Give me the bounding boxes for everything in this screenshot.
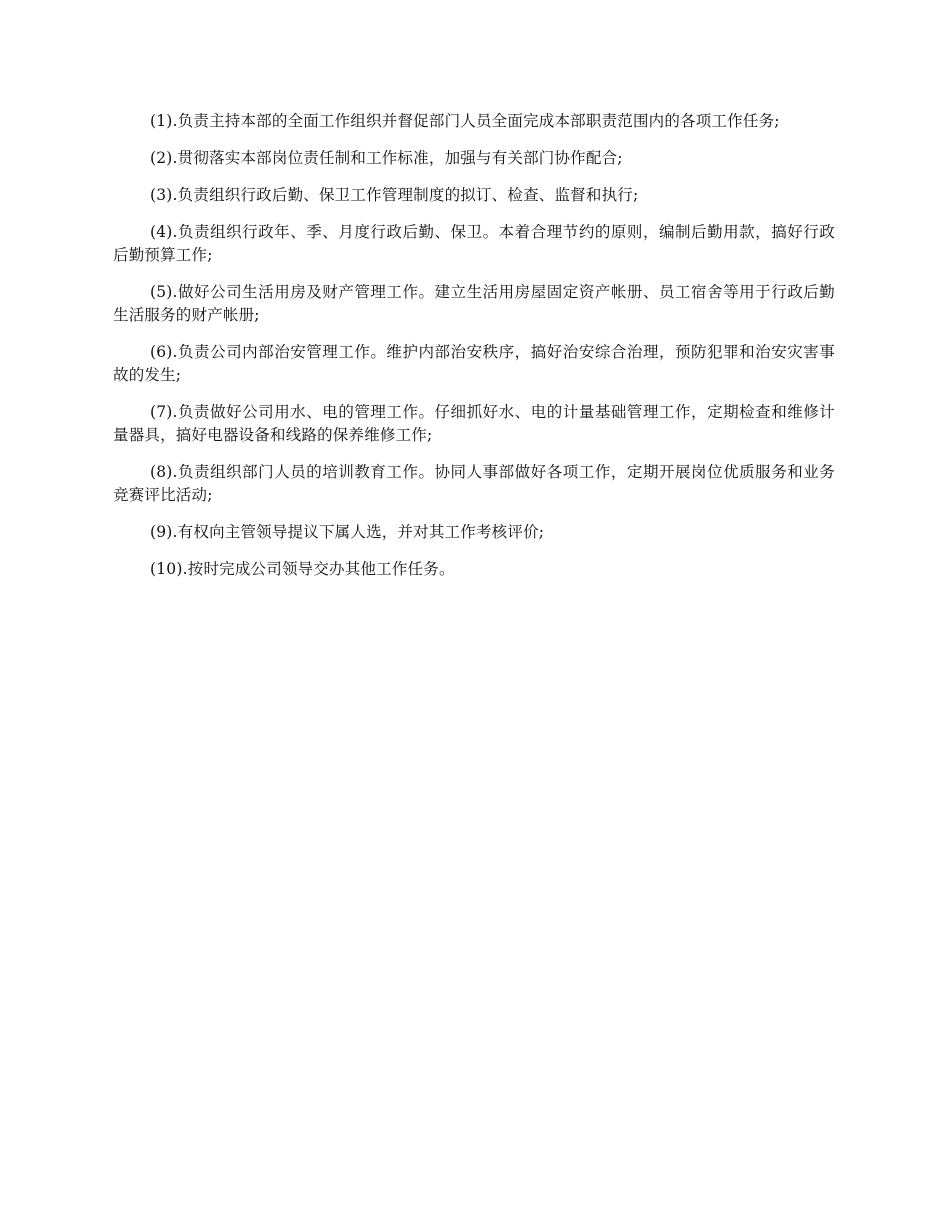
duty-item-2: (2).贯彻落实本部岗位责任制和工作标准，加强与有关部门协作配合;: [150, 149, 623, 167]
duty-item-7: (7).负责做好公司用水、电的管理工作。仔细抓好水、电的计量基础管理工作，定期检查和维修计量器具，搞好电器设备和线路的保养维修工作;: [113, 403, 835, 444]
duty-item-8: (8).负责组织部门人员的培训教育工作。协同人事部做好各项工作，定期开展岗位优质服务和业务竞赛评比活动;: [113, 463, 835, 504]
duty-item-9: (9).有权向主管领导提议下属人选，并对其工作考核评价;: [150, 523, 545, 541]
duty-item-5: (5).做好公司生活用房及财产管理工作。建立生活用房屋固定资产帐册、员工宿舍等用于行政后勤生活服务的财产帐册;: [113, 283, 835, 324]
duty-item-4: (4).负责组织行政年、季、月度行政后勤、保卫。本着合理节约的原则，编制后勤用款，搞好行政后勤预算工作;: [113, 223, 835, 264]
duty-item-1: (1).负责主持本部的全面工作组织并督促部门人员全面完成本部职责范围内的各项工作任务;: [150, 112, 780, 130]
duty-item-10: (10).按时完成公司领导交办其他工作任务。: [150, 560, 455, 578]
duty-item-6: (6).负责公司内部治安管理工作。维护内部治安秩序，搞好治安综合治理，预防犯罪和治安灾害事故的发生;: [113, 343, 835, 384]
duty-item-3: (3).负责组织行政后勤、保卫工作管理制度的拟订、检查、监督和执行;: [150, 186, 639, 204]
document-body: [113, 110, 835, 595]
